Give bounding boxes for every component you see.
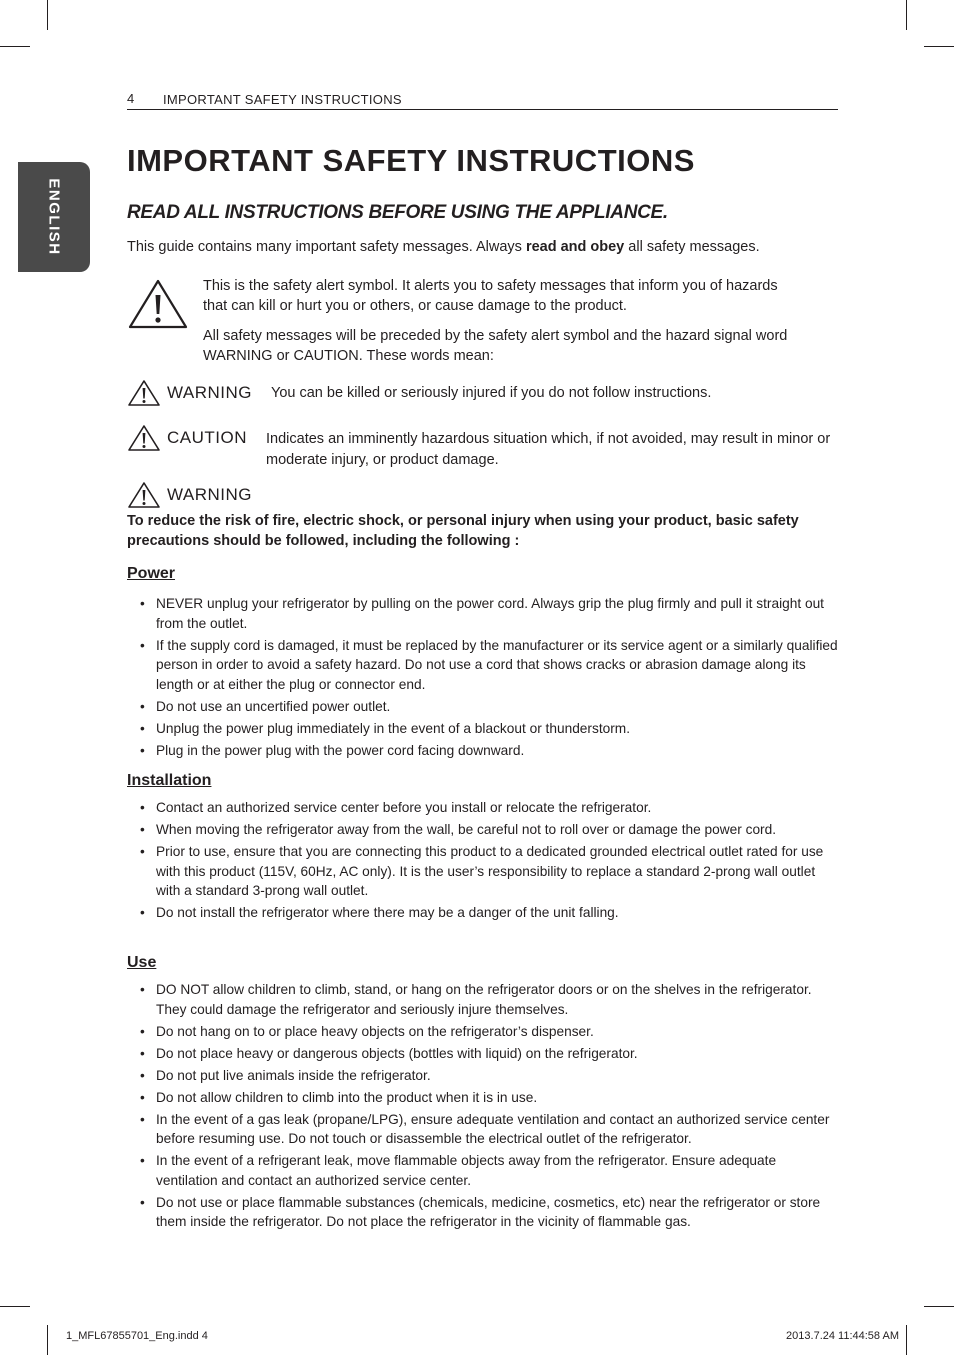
warning-word: WARNING: [167, 383, 253, 402]
running-head: [127, 91, 838, 110]
warning-block-heading: [127, 481, 252, 509]
crop-mark: [0, 46, 30, 47]
subhead: READ ALL INSTRUCTIONS BEFORE USING THE APPLIANCE.: [127, 202, 668, 223]
list-item: • Do not place heavy or dangerous objects (bottles with liquid) on the refrigerator.: [140, 1044, 840, 1064]
list-item: • In the event of a refrigerant leak, move flammable objects away from the refrigerator. Ensure adequate ventilation and contact an authorized service center.: [140, 1151, 840, 1190]
warning-definition: You can be killed or seriously injured if you do not follow instructions.: [271, 385, 712, 401]
intro-paragraph: [127, 239, 760, 255]
list-item: • When moving the refrigerator away from the wall, be careful not to roll over or damage the power cord.: [140, 820, 840, 840]
caution-definition: Indicates an imminently hazardous situation which, if not avoided, may result in minor or moderate injury, or product damage.: [266, 431, 831, 468]
list-item: • Contact an authorized service center before you install or relocate the refrigerator.: [140, 798, 840, 818]
warning-block-word: WARNING: [167, 485, 253, 504]
list-item: • If the supply cord is damaged, it must be replaced by the manufacturer or its service agent or a similarly qualified person in order to avoid a safety hazard. Do not use a cord that shows cracks or abrasion damage along its length or at either the plug or connector end.: [140, 636, 840, 695]
crop-mark: [47, 1325, 48, 1355]
alert-triangle-icon: [127, 424, 161, 452]
list-item: • Do not use an uncertified power outlet.: [140, 697, 840, 717]
list-item: • Do not use or place flammable substances (chemicals, medicine, cosmetics, etc) near the refrigerator or store them inside the refrigerator. Do not place the refrigerator in the vicinity of flammable gas.: [140, 1193, 840, 1232]
section-title-power: Power: [127, 565, 176, 582]
intro-text-before: This guide contains many important safety messages. Always: [127, 239, 526, 255]
list-item: • NEVER unplug your refrigerator by pulling on the power cord. Always grip the plug firmly and pull it straight out from the outlet.: [140, 594, 840, 633]
crop-mark: [906, 1325, 907, 1355]
alert-triangle-icon: [127, 278, 189, 330]
list-item: • Do not allow children to climb into the product when it is in use.: [140, 1088, 840, 1108]
alert-triangle-icon: [127, 481, 161, 509]
footer-timestamp: 2013.7.24 11:44:58 AM: [786, 1330, 899, 1342]
crop-mark: [47, 0, 48, 30]
list-item: • Do not put live animals inside the refrigerator.: [140, 1066, 840, 1086]
list-item: • In the event of a gas leak (propane/LPG), ensure adequate ventilation and contact an authorized service center before resuming use. Do not touch or disassemble the electrical outlet of the refrigerator.: [140, 1110, 840, 1149]
page-title: IMPORTANT SAFETY INSTRUCTIONS: [127, 143, 695, 178]
list-item: • DO NOT allow children to climb, stand, or hang on the refrigerator doors or on the shelves in the refrigerator. They could damage the refrigerator and seriously injure themselves.: [140, 980, 840, 1019]
power-list: [140, 594, 840, 763]
use-list: [140, 980, 840, 1234]
list-item: • Plug in the power plug with the power cord facing downward.: [140, 741, 840, 761]
section-title-installation: Installation: [127, 772, 212, 789]
intro-text-after: all safety messages.: [624, 239, 760, 255]
alert-symbol-explanation: This is the safety alert symbol. It alerts you to safety messages that inform you of hazards that can kill or hurt you or others, or cause damage to the product.: [203, 278, 778, 314]
warning-lead: To reduce the risk of fire, electric shock, or personal injury when using your product, basic safety precautions should be followed, including the following :: [127, 513, 799, 549]
installation-list: [140, 798, 840, 925]
footer-file-name: 1_MFL67855701_Eng.indd 4: [66, 1330, 208, 1342]
list-item: • Do not install the refrigerator where there may be a danger of the unit falling.: [140, 903, 840, 923]
caution-signal: [127, 424, 247, 452]
intro-emphasis: read and obey: [525, 239, 625, 255]
alert-symbol-explanation-2: All safety messages will be preceded by the safety alert symbol and the hazard signal word WARNING or CAUTION. These words mean:: [203, 328, 788, 364]
crop-mark: [924, 46, 954, 47]
alert-triangle-icon: [127, 379, 161, 407]
crop-mark: [0, 1306, 30, 1307]
list-item: • Unplug the power plug immediately in the event of a blackout or thunderstorm.: [140, 719, 840, 739]
caution-word: CAUTION: [167, 428, 247, 447]
language-tab-label: ENGLISH: [45, 178, 63, 256]
language-tab: [18, 162, 90, 272]
running-head-section: IMPORTANT SAFETY INSTRUCTIONS: [163, 92, 402, 107]
crop-mark: [924, 1306, 954, 1307]
list-item: • Prior to use, ensure that you are connecting this product to a dedicated grounded electrical outlet rated for use with this product (115V, 60Hz, AC only). It is the user’s responsibility to replace a standard 2-prong wall outlet with a standard 3-prong wall outlet.: [140, 842, 840, 901]
crop-mark: [906, 0, 907, 30]
warning-signal: [127, 379, 252, 407]
page-number: 4: [127, 91, 135, 106]
section-title-use: Use: [127, 954, 157, 971]
list-item: • Do not hang on to or place heavy objects on the refrigerator’s dispenser.: [140, 1022, 840, 1042]
